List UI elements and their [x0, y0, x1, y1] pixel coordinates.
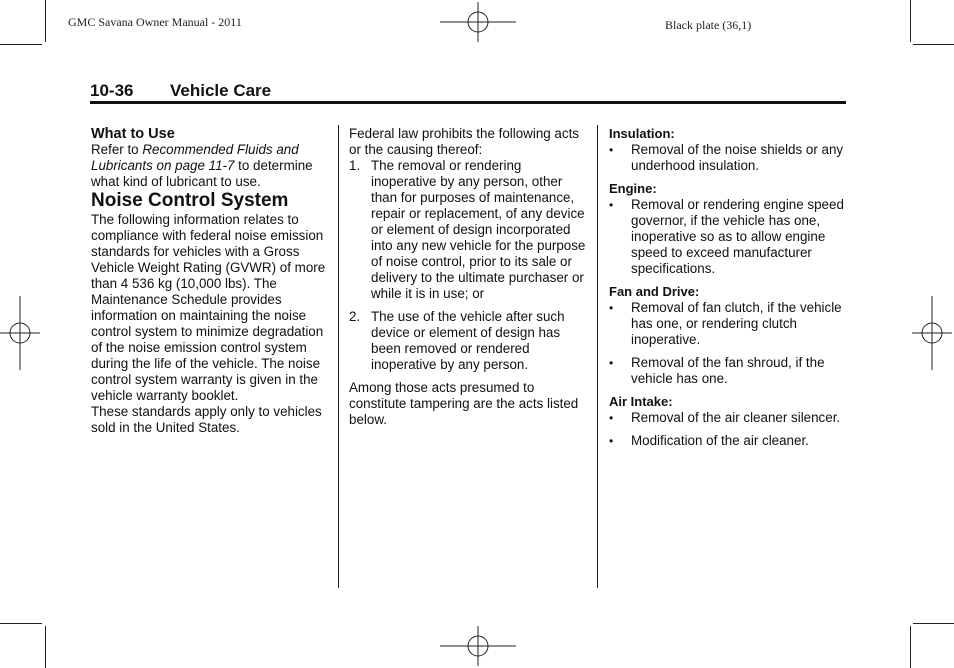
noise-paragraph-1: The following information relates to compliance with federal noise emission standards for vehicles with a Gross Vehicle Weight Rating (GVWR) of more than 4 536 kg (10,000 lbs). The Maintenance Schedule provides information on maintaining the noise control system to minimize degradation of the noise emission control system during the life of the vehicle. The noise control system warranty is given in the vehicle warranty booklet.	[91, 212, 326, 403]
what-to-use-heading: What to Use	[91, 126, 175, 142]
bullet-icon: •	[609, 434, 614, 448]
plate-label: Black plate (36,1)	[665, 18, 752, 32]
column-3	[609, 126, 849, 456]
list-item-text: Removal of the air cleaner silencer.	[631, 410, 841, 425]
list-number: 2.	[349, 309, 361, 324]
list-item	[609, 433, 849, 449]
refer-prefix: Refer to	[91, 142, 143, 157]
insulation-label: Insulation:	[609, 126, 675, 141]
list-item-text: Modification of the air cleaner.	[631, 433, 809, 448]
noise-control-heading: Noise Control System	[91, 190, 289, 211]
list-item-text: Removal of fan clutch, if the vehicle has one, or rendering clutch inoperative.	[631, 300, 842, 347]
bullet-icon: •	[609, 198, 614, 212]
list-item	[609, 355, 849, 387]
tampering-paragraph: Among those acts presumed to constitute tampering are the acts listed below.	[349, 380, 579, 427]
registration-mark-icon	[440, 626, 516, 666]
registration-mark-icon	[912, 296, 952, 370]
crop-mark	[913, 623, 954, 624]
column-2	[349, 126, 589, 428]
fan-drive-label: Fan and Drive:	[609, 284, 700, 299]
bullet-icon: •	[609, 301, 614, 315]
crop-mark	[910, 0, 911, 42]
noise-paragraph-2: These standards apply only to vehicles sold in the United States.	[91, 404, 322, 435]
air-intake-label: Air Intake:	[609, 394, 673, 409]
crop-mark	[0, 623, 42, 624]
crop-mark	[45, 626, 46, 668]
list-item	[609, 410, 849, 426]
list-item	[349, 158, 589, 302]
cross-reference-link[interactable]: Recommended Fluids and Lubricants on page 11-7	[91, 142, 299, 173]
list-number: 1.	[349, 158, 361, 173]
crop-mark	[45, 0, 46, 42]
bullet-icon: •	[609, 143, 614, 157]
page-number: 10-36	[90, 81, 134, 100]
manual-title: GMC Savana Owner Manual - 2011	[68, 15, 242, 29]
section-rule	[90, 101, 846, 104]
crop-mark	[0, 44, 42, 45]
crop-mark	[910, 626, 911, 668]
list-item-text: The use of the vehicle after such device or element of design has been removed or rendered inoperative by any person.	[371, 309, 565, 372]
engine-label: Engine:	[609, 181, 657, 196]
refer-suffix: to determine what kind of lubricant to use.	[91, 158, 313, 189]
list-item-text: The removal or rendering inoperative by any person, other than for purposes of maintenance, repair or replacement, of any device or element of design incorporated into any new vehicle for the purpose of noise control, prior to its sale or delivery to the ultimate purchaser or while it is in use; or	[371, 158, 586, 301]
column-1	[91, 126, 331, 436]
refer-paragraph	[91, 142, 331, 190]
list-item-text: Removal or rendering engine speed governor, if the vehicle has one, inoperative so as to allow engine speed to exceed manufacturer specifications.	[631, 197, 844, 276]
federal-law-intro: Federal law prohibits the following acts or the causing thereof:	[349, 126, 579, 157]
column-divider	[597, 125, 598, 588]
list-item	[609, 300, 849, 348]
crop-mark	[913, 44, 954, 45]
column-divider	[338, 125, 339, 588]
section-title: Vehicle Care	[170, 81, 272, 100]
list-item-text: Removal of the noise shields or any underhood insulation.	[631, 142, 844, 173]
list-item-text: Removal of the fan shroud, if the vehicle has one.	[631, 355, 825, 386]
bullet-icon: •	[609, 411, 614, 425]
list-item	[609, 142, 849, 174]
list-item	[609, 197, 849, 277]
list-item	[349, 309, 589, 373]
bullet-icon: •	[609, 356, 614, 370]
registration-mark-icon	[440, 2, 516, 42]
registration-mark-icon	[0, 296, 40, 370]
